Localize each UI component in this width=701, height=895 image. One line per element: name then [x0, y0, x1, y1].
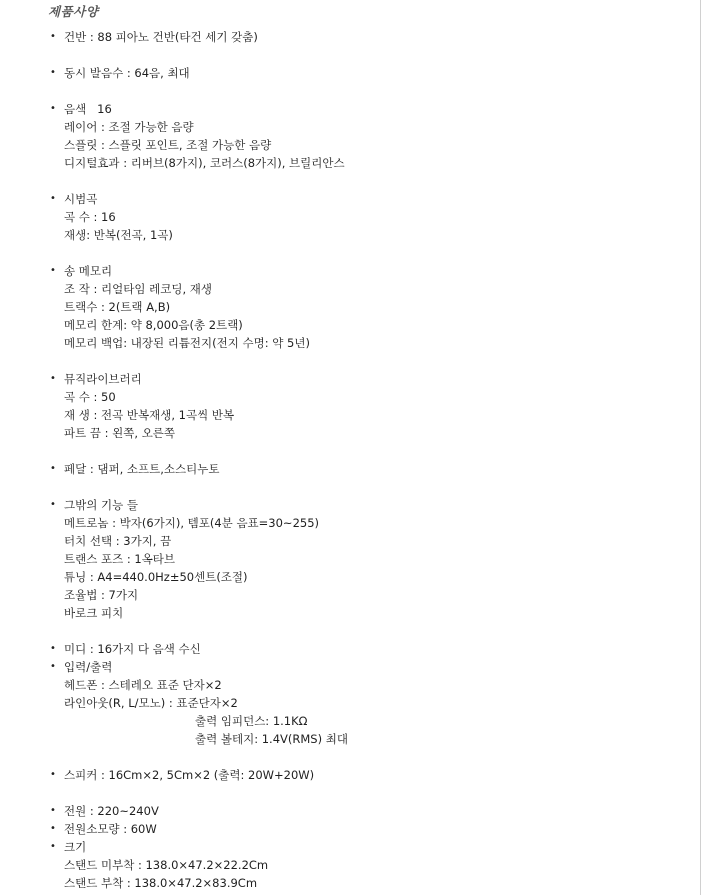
- spec-item-detail: 바로크 피치: [64, 606, 124, 620]
- bullet-icon: •: [50, 193, 56, 204]
- spec-item-detail: 메트로놈 : 박자(6가지), 템포(4분 음표=30~255): [64, 516, 320, 530]
- bullet-icon: •: [50, 769, 56, 780]
- spec-item-detail: 출력 볼테지: 1.4V(RMS) 최대: [195, 732, 348, 746]
- bullet-icon: •: [50, 463, 56, 474]
- bullet-icon: •: [50, 661, 56, 672]
- bullet-icon: •: [50, 31, 56, 42]
- spec-item-detail: 트랙수 : 2(트랙 A,B): [64, 300, 171, 314]
- spec-item-heading: 동시 발음수 : 64음, 최대: [64, 66, 190, 80]
- spec-item-heading: 시범곡: [64, 192, 98, 206]
- spec-item-heading: 입력/출력: [64, 660, 113, 674]
- spec-item-heading: 페달 : 댐퍼, 소프트,소스티누토: [64, 462, 220, 476]
- spec-item-detail: 스플릿 : 스플릿 포인트, 조절 가능한 음량: [64, 138, 272, 152]
- spec-item-detail: 튜닝 : A4=440.0Hz±50센트(조절): [64, 570, 248, 584]
- bullet-icon: •: [50, 373, 56, 384]
- spec-item-heading: 전원소모량 : 60W: [64, 822, 157, 836]
- spec-item-detail: 트랜스 포즈 : 1옥타브: [64, 552, 176, 566]
- bullet-icon: •: [50, 499, 56, 510]
- spec-item-detail: 디지털효과 : 리버브(8가지), 코러스(8가지), 브릴리안스: [64, 156, 345, 170]
- bullet-icon: •: [50, 805, 56, 816]
- spec-item-heading: 송 메모리: [64, 264, 113, 278]
- spec-item-heading: 미디 : 16가지 다 음색 수신: [64, 642, 201, 656]
- spec-item-detail: 곡 수 : 16: [64, 210, 116, 224]
- spec-item-detail: 터치 선택 : 3가지, 끔: [64, 534, 172, 548]
- spec-item-detail: 출력 임피던스: 1.1KΩ: [195, 714, 308, 728]
- bullet-icon: •: [50, 823, 56, 834]
- spec-item-heading: 크기: [64, 840, 87, 854]
- spec-item-detail: 재생: 반복(전곡, 1곡): [64, 228, 173, 242]
- spec-item-detail: 스탠드 미부착 : 138.0×47.2×22.2Cm: [64, 858, 269, 872]
- spec-item-heading: 스피커 : 16Cm×2, 5Cm×2 (출력: 20W+20W): [64, 768, 315, 782]
- spec-item-detail: 메모리 한계: 약 8,000음(총 2트랙): [64, 318, 243, 332]
- spec-item-detail: 스탠드 부착 : 138.0×47.2×83.9Cm: [64, 876, 258, 890]
- spec-item-detail: 메모리 백업: 내장된 리튬전지(전지 수명: 약 5년): [64, 336, 310, 350]
- spec-item-detail: 조 작 : 리얼타임 레코딩, 재생: [64, 282, 213, 296]
- page-title: 제품사양: [48, 4, 99, 19]
- bullet-icon: •: [50, 67, 56, 78]
- spec-item-detail: 재 생 : 전곡 반복재생, 1곡씩 반복: [64, 408, 235, 422]
- spec-item-heading: 건반 : 88 피아노 건반(타건 세기 갖춤): [64, 30, 258, 44]
- spec-item-detail: 파트 끔 : 왼쪽, 오른쪽: [64, 426, 176, 440]
- bullet-icon: •: [50, 103, 56, 114]
- bullet-icon: •: [50, 643, 56, 654]
- bullet-icon: •: [50, 841, 56, 852]
- spec-item-detail: 조율법 : 7가지: [64, 588, 139, 602]
- spec-item-heading: 음색 16: [64, 102, 112, 116]
- spec-item-heading: 뮤직라이브러리: [64, 372, 142, 386]
- bullet-icon: •: [50, 265, 56, 276]
- spec-item-heading: 그밖의 기능 들: [64, 498, 138, 512]
- spec-item-detail: 헤드폰 : 스테레오 표준 단자×2: [64, 678, 222, 692]
- spec-item-detail: 라인아웃(R, L/모노) : 표준단자×2: [64, 696, 238, 710]
- spec-item-detail: 레이어 : 조절 가능한 음량: [64, 120, 194, 134]
- spec-item-detail: 곡 수 : 50: [64, 390, 116, 404]
- spec-item-heading: 전원 : 220~240V: [64, 804, 159, 818]
